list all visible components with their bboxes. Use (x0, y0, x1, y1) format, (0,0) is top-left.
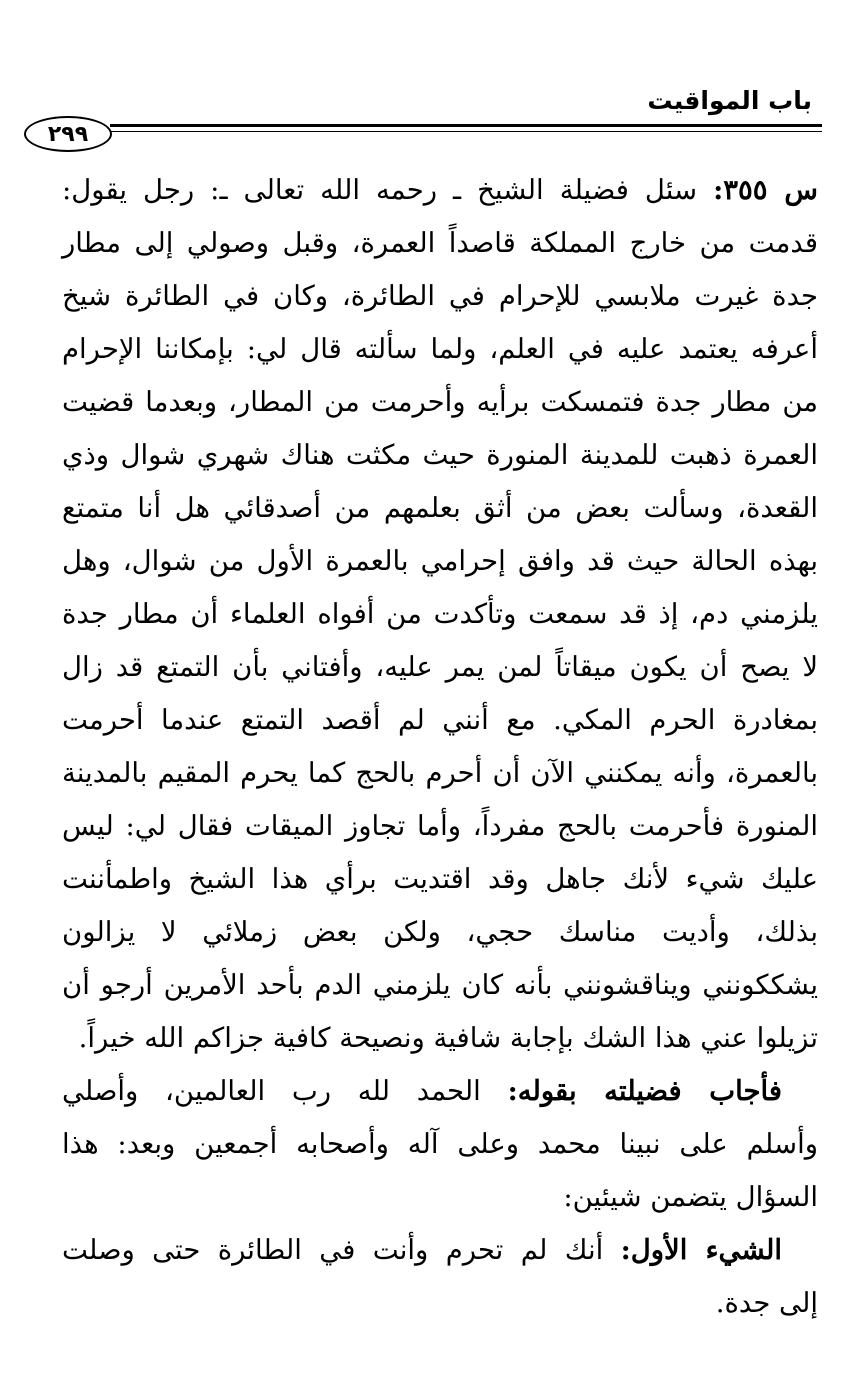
answer-label: فأجاب فضيلته بقوله: (507, 1075, 782, 1107)
first-thing-line: الشيء الأول: أنك لم تحرم وأنت في الطائرة حتى وصلت (62, 1234, 782, 1266)
question-line: تزيلوا عني هذا الشك بإجابة شافية ونصيحة كافية جزاكم الله خيراً. (78, 1022, 818, 1054)
question-line: المنورة فأحرمت بالحج مفرداً، وأما تجاوز الميقات فقال لي: ليس (62, 810, 818, 842)
question-line: بهذه الحالة حيث قد وافق إحرامي بالعمرة الأول من شوال، وهل (62, 545, 818, 577)
question-line: القعدة، وسألت بعض من أثق بعلمهم من أصدقائي هل أنا متمتع (62, 492, 818, 524)
question-line: يشككونني ويناقشونني بأنه كان يلزمني الدم بأحد الأمرين أرجو أن (62, 969, 818, 1001)
question-label: س ٣٥٥: (713, 174, 818, 206)
question-line: بالعمرة، وأنه يمكنني الآن أن أحرم بالحج كما يحرم المقيم بالمدينة (62, 757, 818, 789)
question-line: يلزمني دم، إذ قد سمعت وتأكدت من أفواه العلماء أن مطار جدة (62, 598, 818, 630)
first-thing-label: الشيء الأول: (620, 1234, 782, 1266)
question-line: بمغادرة الحرم المكي. مع أنني لم أقصد التمتع عندما أحرمت (62, 704, 818, 736)
question-line: بذلك، وأديت مناسك حجي، ولكن بعض زملائي لا يزالون (62, 916, 818, 948)
page-body (62, 164, 818, 1330)
question-line: جدة غيرت ملابسي للإحرام في الطائرة، وكان في الطائرة شيخ (62, 280, 818, 312)
page-number: ٢٩٩ (24, 116, 112, 152)
question-line: عليك شيء لأنك جاهل وقد اقتديت برأي هذا الشيخ واطمأننت (62, 863, 818, 895)
answer-line: السؤال يتضمن شيئين: (563, 1181, 818, 1213)
question-line: لا يصح أن يكون ميقاتاً لمن يمر عليه، وأفتاني بأن التمتع قد زال (62, 651, 818, 683)
question-line: قدمت من خارج المملكة قاصداً العمرة، وقبل وصولي إلى مطار (62, 227, 818, 259)
answer-line: فأجاب فضيلته بقوله: الحمد لله رب العالمين، وأصلي (62, 1075, 782, 1107)
question-line: العمرة ذهبت للمدينة المنورة حيث مكثت هناك شهري شوال وذي (62, 439, 818, 471)
question-line: س ٣٥٥: سئل فضيلة الشيخ ـ رحمه الله تعالى ـ: رجل يقول: (62, 174, 818, 206)
header-rule-thin (110, 131, 822, 132)
first-thing-line: إلى جدة. (715, 1287, 818, 1319)
header-rule (110, 124, 822, 127)
answer-line: وأسلم على نبينا محمد وعلى آله وأصحابه أجمعين وبعد: هذا (62, 1128, 818, 1160)
question-line: من مطار جدة فتمسكت برأيه وأحرمت من المطار، وبعدما قضيت (62, 386, 818, 418)
chapter-title: باب المواقيت (647, 86, 812, 115)
question-line: أعرفه يعتمد عليه في العلم، ولما سألته قال لي: بإمكاننا الإحرام (62, 333, 818, 365)
